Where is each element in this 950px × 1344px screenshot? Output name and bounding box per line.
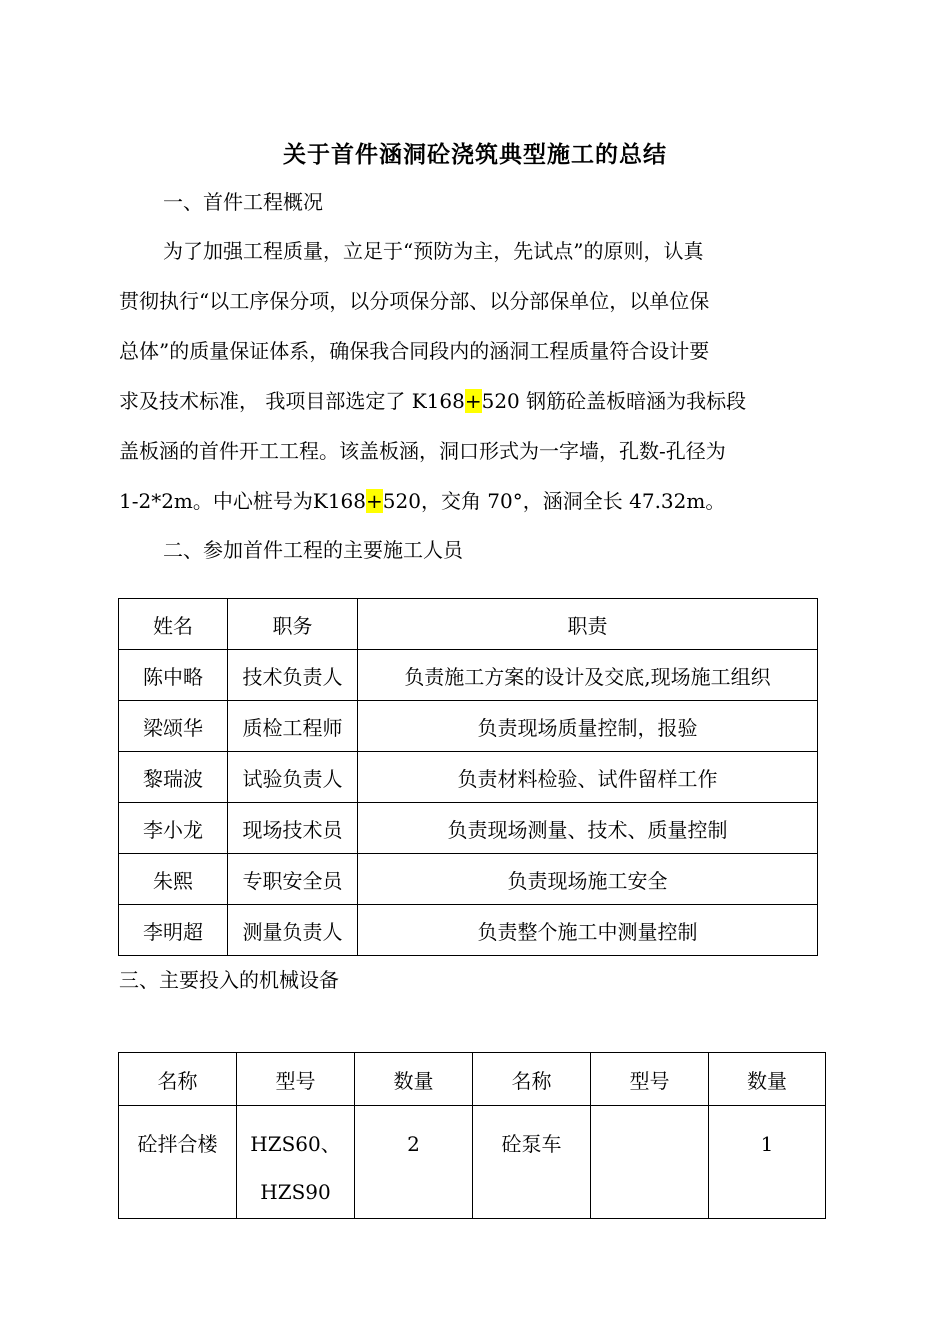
- table-cell: 梁颂华: [119, 701, 228, 752]
- table-row: [119, 905, 818, 956]
- table-cell: 专职安全员: [228, 854, 358, 905]
- table-row: [119, 854, 818, 905]
- personnel-table: [118, 598, 818, 956]
- table-header: 型号: [591, 1053, 709, 1106]
- table-row: [119, 701, 818, 752]
- table-cell: 测量负责人: [228, 905, 358, 956]
- table-cell: 质检工程师: [228, 701, 358, 752]
- line-part: 520 钢筋砼盖板暗涵为我标段: [481, 389, 747, 413]
- paragraph-line: [119, 376, 819, 426]
- paragraph-line: [119, 476, 819, 526]
- table-header: 名称: [473, 1053, 591, 1106]
- table-cell: 黎瑞波: [119, 752, 228, 803]
- line-part: 求及技术标准， 我项目部选定了 K168: [119, 389, 465, 413]
- table-cell: [591, 1106, 709, 1219]
- table-cell: 李明超: [119, 905, 228, 956]
- table-cell: 技术负责人: [228, 650, 358, 701]
- paragraph-line: 贯彻执行“以工序保分项，以分项保分部、以分部保单位，以单位保: [119, 289, 710, 313]
- table-header: 数量: [355, 1053, 473, 1106]
- section1-heading: 一、首件工程概况: [163, 190, 323, 214]
- table-header: 型号: [237, 1053, 355, 1106]
- highlighted-plus: +: [464, 389, 482, 413]
- table-cell: 1: [709, 1106, 826, 1219]
- table-row: [119, 1106, 826, 1219]
- table-header: 职务: [228, 599, 358, 650]
- table-cell: 负责现场测量、技术、质量控制: [358, 803, 818, 854]
- table-cell: 现场技术员: [228, 803, 358, 854]
- line-part: 520，交角 70°，涵洞全长 47.32m。: [382, 489, 726, 513]
- section3-heading: 三、主要投入的机械设备: [119, 968, 339, 992]
- highlighted-plus: +: [366, 489, 383, 513]
- paragraph-line: 总体”的质量保证体系，确保我合同段内的涵洞工程质量符合设计要: [119, 339, 710, 363]
- table-header: 名称: [119, 1053, 237, 1106]
- table-cell: 负责现场施工安全: [358, 854, 818, 905]
- table-header: 职责: [358, 599, 818, 650]
- table-cell: 陈中略: [119, 650, 228, 701]
- table-cell: 砼泵车: [473, 1106, 591, 1219]
- table-cell: 李小龙: [119, 803, 228, 854]
- table-cell: HZS60、HZS90: [237, 1106, 355, 1219]
- table-cell: 负责现场质量控制，报验: [358, 701, 818, 752]
- equipment-table: [118, 1052, 826, 1219]
- paragraph-line: 为了加强工程质量，立足于“预防为主，先试点”的原则，认真: [163, 239, 704, 263]
- table-cell: 砼拌合楼: [119, 1106, 237, 1219]
- line-part: 1-2*2m。中心桩号为K168: [119, 489, 367, 513]
- table-cell: 试验负责人: [228, 752, 358, 803]
- table-cell: 朱熙: [119, 854, 228, 905]
- table-cell: 负责施工方案的设计及交底,现场施工组织: [358, 650, 818, 701]
- table-cell: 2: [355, 1106, 473, 1219]
- section2-heading: 二、参加首件工程的主要施工人员: [163, 538, 463, 562]
- table-row: [119, 650, 818, 701]
- table-header-row: [119, 1053, 826, 1106]
- paragraph-line: 盖板涵的首件开工工程。该盖板涵，洞口形式为一字墙，孔数-孔径为: [119, 439, 726, 463]
- table-cell: 负责材料检验、试件留样工作: [358, 752, 818, 803]
- table-row: [119, 803, 818, 854]
- table-row: [119, 752, 818, 803]
- document-title: 关于首件涵洞砼浇筑典型施工的总结: [283, 142, 667, 168]
- table-header: 姓名: [119, 599, 228, 650]
- section1-paragraph: [119, 226, 819, 526]
- table-cell: 负责整个施工中测量控制: [358, 905, 818, 956]
- table-header-row: [119, 599, 818, 650]
- table-header: 数量: [709, 1053, 826, 1106]
